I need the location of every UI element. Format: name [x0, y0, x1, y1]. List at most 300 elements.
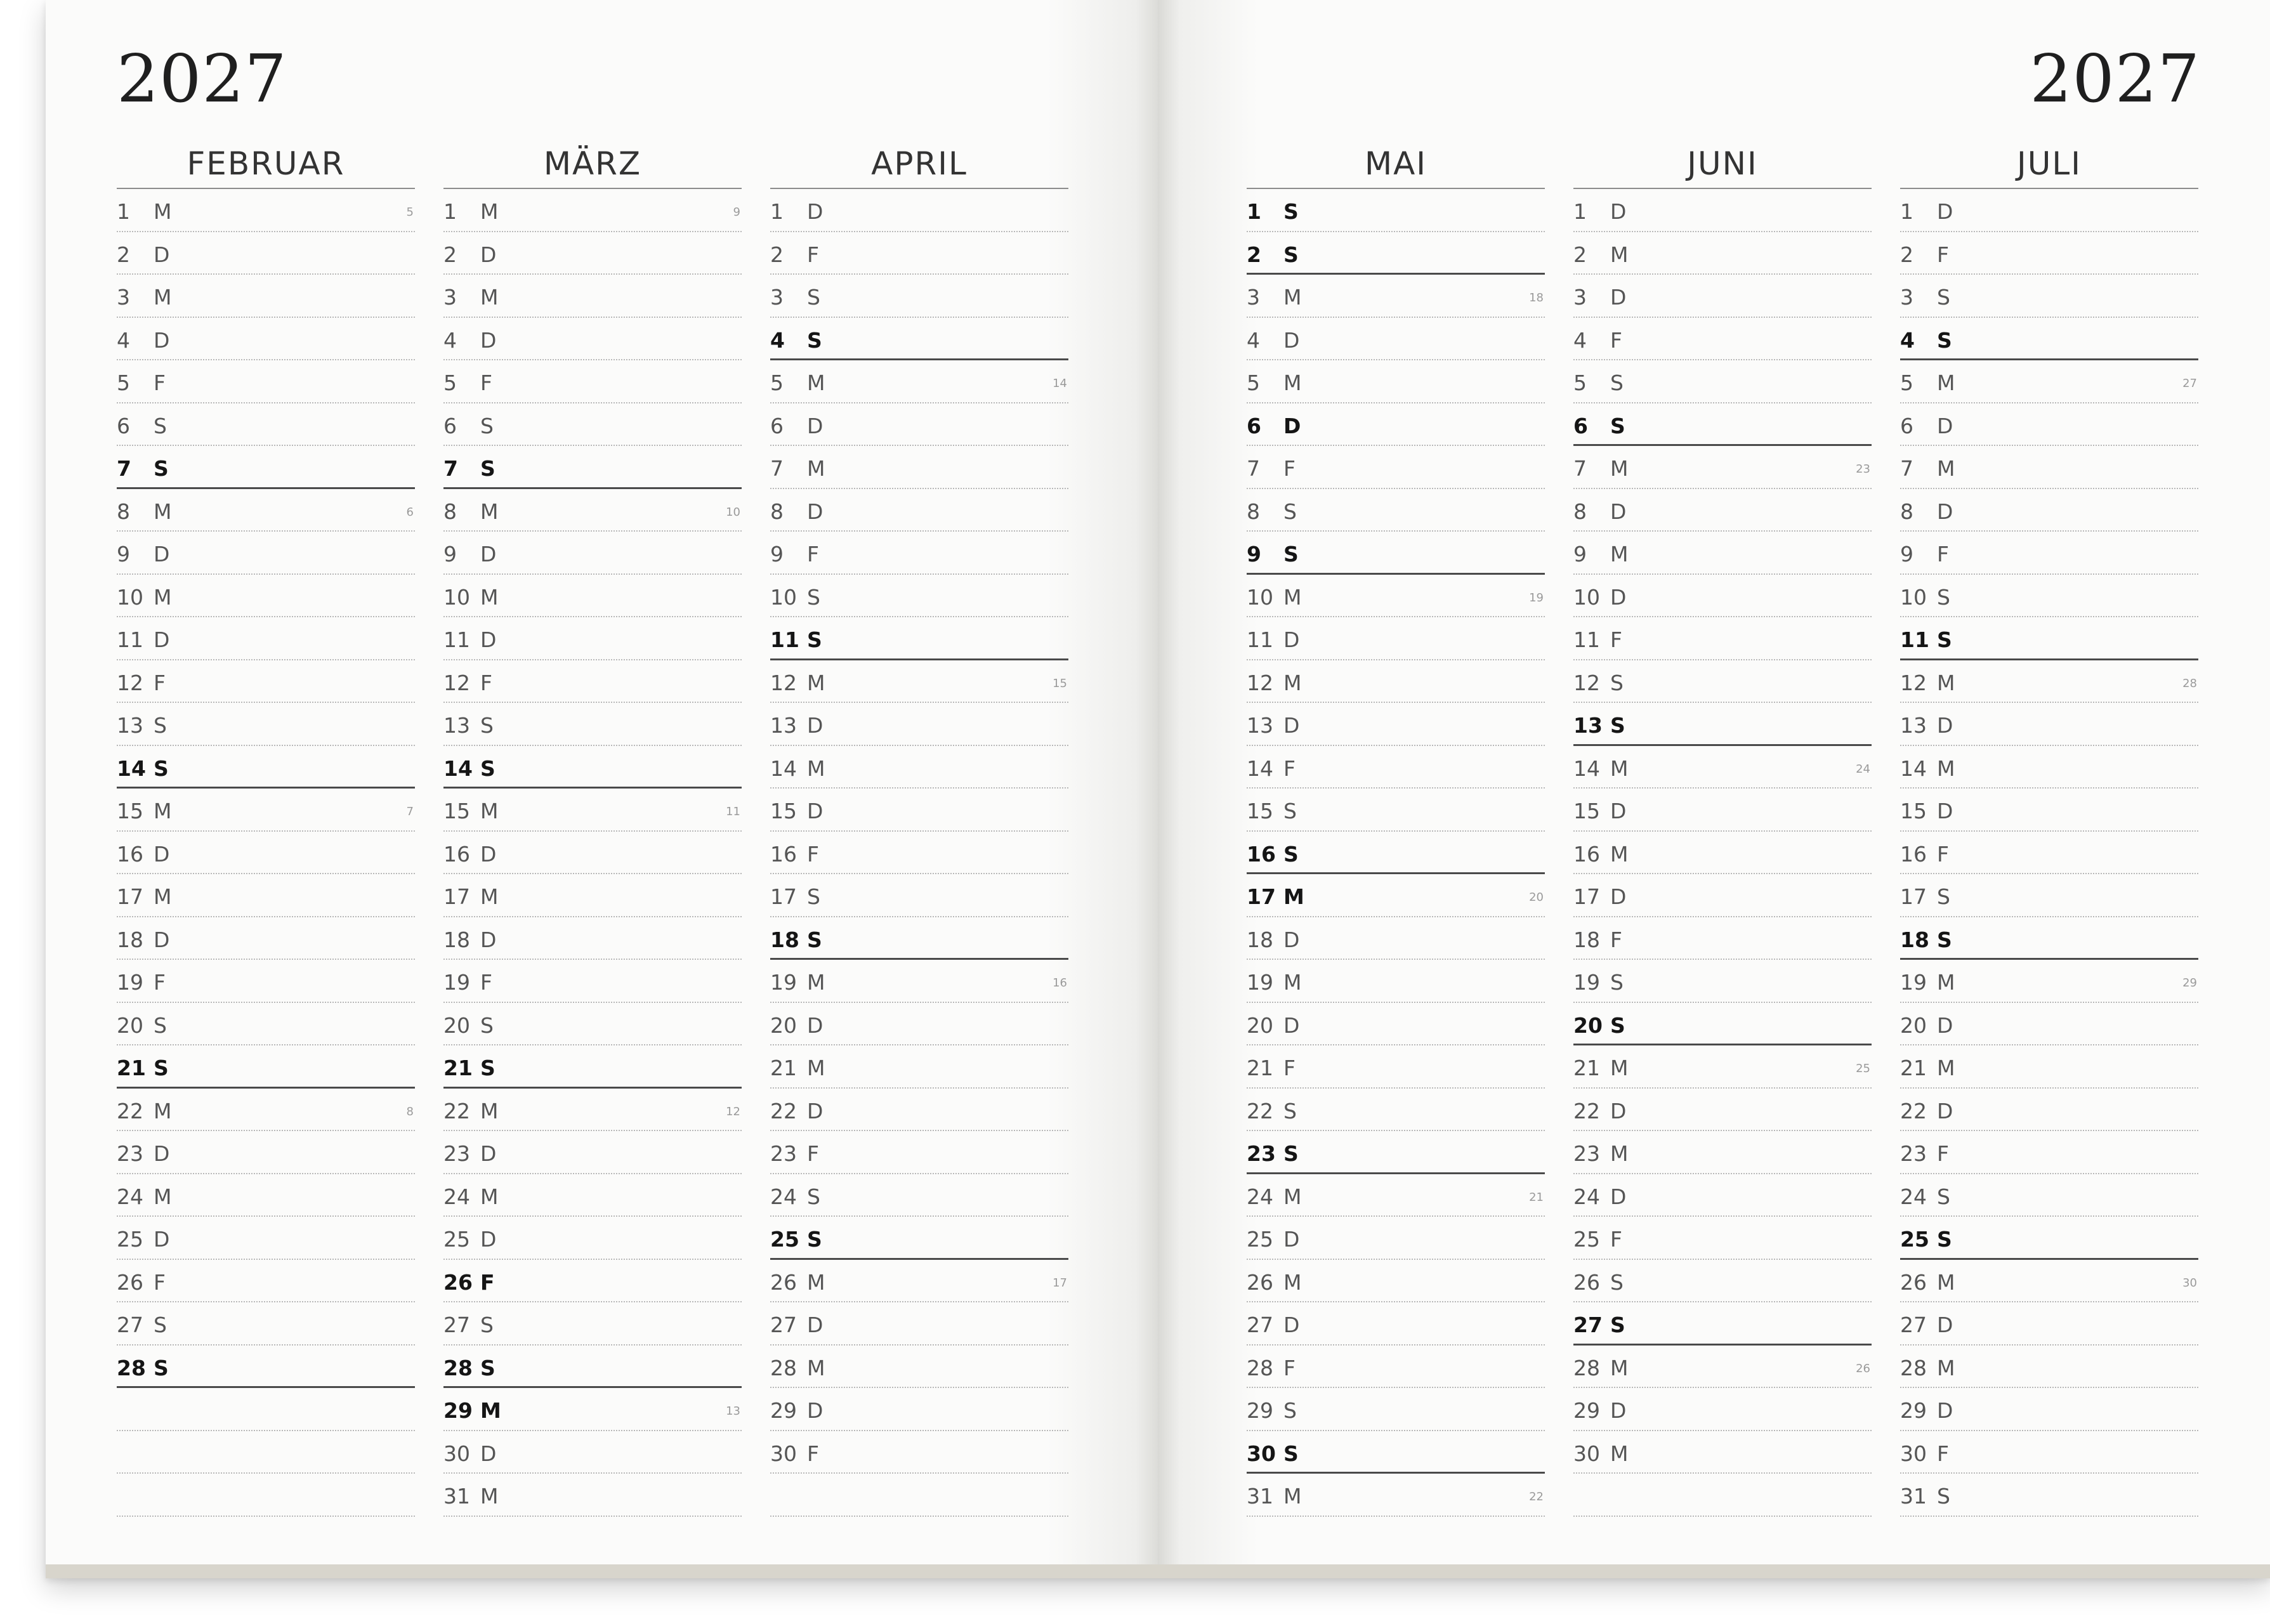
day-number: 4	[1247, 327, 1260, 353]
weekday-letter: S	[480, 756, 495, 781]
day-number: 5	[443, 370, 457, 395]
day-number: 23	[1573, 1141, 1600, 1166]
day-number: 3	[1573, 285, 1587, 310]
weekday-letter: S	[154, 1056, 169, 1080]
day-row	[1247, 275, 1545, 318]
day-row	[1247, 832, 1545, 875]
day-row	[1900, 746, 2198, 789]
day-number: 20	[1247, 1012, 1273, 1038]
week-number: 10	[726, 505, 740, 519]
weekday-letter: D	[1937, 799, 1953, 823]
month-name: JULI	[1900, 140, 2198, 189]
weekday-letter: S	[1283, 841, 1299, 867]
weekday-letter: D	[480, 542, 497, 566]
day-row	[1900, 1431, 2198, 1474]
day-number: 6	[443, 413, 457, 438]
day-row	[1247, 1089, 1545, 1132]
weekday-letter: S	[807, 584, 820, 610]
weekday-letter: D	[154, 627, 170, 652]
day-number: 6	[1900, 413, 1913, 438]
day-number: 3	[117, 285, 130, 310]
weekday-letter: D	[1610, 1184, 1627, 1209]
day-number: 5	[770, 370, 784, 395]
day-row	[117, 1045, 415, 1089]
day-number: 6	[1247, 413, 1261, 438]
weekday-letter: M	[1283, 970, 1302, 995]
day-row	[770, 1302, 1068, 1346]
day-number: 5	[1900, 370, 1913, 395]
weekday-letter: M	[154, 1098, 172, 1123]
day-row	[770, 446, 1068, 489]
day-row	[1900, 617, 2198, 660]
day-number: 23	[1247, 1141, 1276, 1166]
day-row	[770, 1346, 1068, 1389]
day-row	[1247, 1474, 1545, 1517]
weekday-letter: F	[154, 370, 166, 395]
week-number: 26	[1856, 1361, 1870, 1375]
weekday-letter: S	[1610, 970, 1624, 995]
day-number: 15	[1573, 799, 1600, 823]
day-number: 3	[770, 285, 784, 310]
day-number: 2	[1900, 242, 1913, 267]
weekday-letter: M	[1283, 884, 1304, 909]
weekday-letter: S	[480, 413, 494, 438]
month-column-maerz	[443, 140, 742, 1517]
day-row	[770, 789, 1068, 832]
day-number: 15	[117, 799, 143, 823]
day-number: 28	[1247, 1355, 1273, 1380]
day-row	[1247, 403, 1545, 447]
week-number: 21	[1529, 1190, 1544, 1204]
day-row	[1900, 1346, 2198, 1389]
day-number: 9	[770, 542, 784, 566]
day-row	[117, 1217, 415, 1260]
weekday-letter: M	[807, 1056, 825, 1080]
day-number: 30	[1573, 1441, 1600, 1466]
day-number: 10	[770, 584, 797, 610]
day-number: 19	[770, 970, 797, 995]
day-number: 22	[1573, 1098, 1600, 1123]
week-number: 23	[1856, 462, 1870, 476]
day-row	[1573, 660, 1872, 704]
day-row	[1573, 1388, 1872, 1431]
month-column-april	[770, 140, 1068, 1517]
day-number: 7	[1900, 456, 1913, 481]
weekday-letter: M	[154, 1184, 172, 1209]
weekday-letter: S	[1937, 584, 1950, 610]
day-row	[1247, 1346, 1545, 1389]
day-row	[443, 1260, 742, 1303]
weekday-letter: M	[1937, 1269, 1955, 1295]
weekday-letter: D	[154, 841, 170, 867]
day-row	[443, 1174, 742, 1217]
day-number: 24	[443, 1184, 470, 1209]
day-number: 24	[1573, 1184, 1600, 1209]
day-number: 16	[1900, 841, 1927, 867]
day-number: 7	[770, 456, 784, 481]
day-row	[117, 1174, 415, 1217]
day-number: 16	[770, 841, 797, 867]
day-number: 2	[1573, 242, 1587, 267]
day-row	[1247, 874, 1545, 917]
day-number: 21	[1900, 1056, 1927, 1080]
day-row	[770, 874, 1068, 917]
day-row	[1247, 489, 1545, 532]
day-number: 30	[1900, 1441, 1927, 1466]
day-row	[117, 832, 415, 875]
day-number: 20	[117, 1012, 143, 1038]
day-row	[1573, 1431, 1872, 1474]
weekday-letter: S	[1610, 370, 1624, 395]
day-number: 29	[770, 1398, 797, 1423]
day-row	[117, 360, 415, 403]
day-number: 4	[1900, 327, 1915, 353]
day-number: 20	[443, 1012, 470, 1038]
day-number: 28	[117, 1355, 146, 1380]
day-number: 13	[443, 713, 470, 738]
month-name: JUNI	[1573, 140, 1872, 189]
weekday-letter: S	[807, 1227, 822, 1252]
day-row	[1573, 575, 1872, 618]
month-column-mai	[1247, 140, 1545, 1517]
day-row	[117, 189, 415, 232]
day-row	[770, 746, 1068, 789]
day-number: 8	[1573, 499, 1587, 524]
day-row	[1573, 960, 1872, 1003]
day-row	[770, 960, 1068, 1003]
weekday-letter: M	[1283, 670, 1302, 695]
day-number: 14	[1247, 756, 1273, 781]
day-number: 1	[770, 199, 784, 224]
weekday-letter: M	[1937, 370, 1955, 395]
day-row	[1247, 1174, 1545, 1217]
day-row	[443, 1302, 742, 1346]
day-row	[1247, 960, 1545, 1003]
week-number: 29	[2182, 976, 2197, 990]
day-number: 31	[1900, 1484, 1927, 1509]
right-page	[1158, 0, 2270, 1564]
day-row	[443, 917, 742, 960]
week-number: 25	[1856, 1062, 1870, 1075]
weekday-letter: F	[480, 670, 492, 695]
day-number: 21	[1573, 1056, 1600, 1080]
day-number: 16	[1247, 841, 1276, 867]
weekday-letter: M	[480, 1184, 499, 1209]
day-number: 7	[1573, 456, 1587, 481]
weekday-letter: D	[1283, 627, 1300, 652]
week-number: 19	[1529, 591, 1544, 605]
day-number: 20	[770, 1012, 797, 1038]
weekday-letter: D	[807, 499, 823, 524]
day-number: 8	[443, 499, 457, 524]
day-row	[770, 532, 1068, 575]
day-row	[1900, 960, 2198, 1003]
day-number: 24	[770, 1184, 797, 1209]
day-row	[1247, 1388, 1545, 1431]
day-row	[1247, 1302, 1545, 1346]
weekday-letter: M	[807, 456, 825, 481]
day-row	[770, 318, 1068, 361]
weekday-letter: M	[807, 670, 825, 695]
day-number: 27	[117, 1313, 143, 1337]
weekday-letter: D	[1610, 499, 1627, 524]
weekday-letter: S	[154, 413, 167, 438]
weekday-letter: D	[807, 713, 823, 738]
day-number: 27	[1900, 1313, 1927, 1337]
day-row	[117, 1260, 415, 1303]
day-row	[1900, 874, 2198, 917]
day-number: 2	[1247, 242, 1261, 267]
day-number: 14	[117, 756, 146, 781]
day-number: 15	[1247, 799, 1273, 823]
day-number: 10	[1900, 584, 1927, 610]
day-number: 11	[770, 627, 799, 652]
day-row	[1900, 232, 2198, 275]
day-row	[443, 1217, 742, 1260]
day-number: 26	[770, 1269, 797, 1295]
weekday-letter: S	[1610, 413, 1625, 438]
day-number: 20	[1573, 1012, 1603, 1038]
weekday-letter: S	[1937, 285, 1950, 310]
day-number: 10	[1573, 584, 1600, 610]
day-number: 28	[1900, 1355, 1927, 1380]
day-row	[770, 1217, 1068, 1260]
week-number: 18	[1529, 291, 1544, 304]
day-row	[117, 1474, 415, 1517]
day-row	[1573, 189, 1872, 232]
month-name: MÄRZ	[443, 140, 742, 189]
weekday-letter: S	[807, 884, 820, 909]
weekday-letter: D	[1283, 1227, 1300, 1252]
weekday-letter: F	[807, 1441, 819, 1466]
weekday-letter: M	[807, 1355, 825, 1380]
day-row	[443, 403, 742, 447]
day-number: 4	[443, 327, 457, 353]
day-number: 6	[770, 413, 784, 438]
week-number: 14	[1053, 377, 1067, 390]
day-row	[1247, 189, 1545, 232]
day-number: 5	[1247, 370, 1260, 395]
week-number: 28	[2182, 676, 2197, 690]
weekday-letter: D	[480, 1227, 497, 1252]
day-number: 16	[117, 841, 143, 867]
day-row	[770, 1431, 1068, 1474]
day-number: 11	[1247, 627, 1273, 652]
weekday-letter: F	[1610, 1227, 1622, 1252]
day-number: 13	[1573, 713, 1603, 738]
day-row	[1573, 1302, 1872, 1346]
day-number: 12	[1573, 670, 1600, 695]
day-number: 17	[1573, 884, 1600, 909]
weekday-letter: D	[807, 1398, 823, 1423]
day-number: 27	[770, 1313, 797, 1337]
day-row	[443, 360, 742, 403]
weekday-letter: M	[1610, 242, 1629, 267]
weekday-letter: F	[154, 1269, 166, 1295]
day-row	[117, 532, 415, 575]
weekday-letter: M	[1283, 584, 1302, 610]
day-number: 26	[443, 1269, 473, 1295]
weekday-letter: D	[1610, 199, 1627, 224]
weekday-letter: M	[154, 199, 172, 224]
day-row	[770, 275, 1068, 318]
weekday-letter: M	[154, 799, 172, 823]
weekday-letter: D	[1937, 499, 1953, 524]
day-number: 23	[443, 1141, 470, 1166]
week-number: 27	[2182, 377, 2197, 390]
day-number: 4	[770, 327, 785, 353]
day-row	[1573, 275, 1872, 318]
day-row	[770, 660, 1068, 704]
day-row	[770, 1388, 1068, 1431]
day-row	[770, 403, 1068, 447]
day-number: 19	[1900, 970, 1927, 995]
day-row	[1573, 917, 1872, 960]
day-number: 14	[1900, 756, 1927, 781]
day-number: 9	[117, 542, 130, 566]
day-row	[1247, 789, 1545, 832]
weekday-letter: S	[1610, 1269, 1624, 1295]
day-number: 17	[1247, 884, 1276, 909]
day-row	[1573, 1474, 1872, 1517]
day-number: 31	[1247, 1484, 1273, 1509]
day-number: 7	[117, 456, 131, 481]
weekday-letter: D	[1283, 1313, 1300, 1337]
day-row	[770, 489, 1068, 532]
week-number: 22	[1529, 1490, 1544, 1503]
day-number: 17	[1900, 884, 1927, 909]
day-row	[1900, 917, 2198, 960]
day-row	[770, 1131, 1068, 1174]
weekday-letter: D	[480, 1141, 497, 1166]
weekday-letter: D	[1937, 713, 1953, 738]
weekday-letter: S	[480, 456, 495, 481]
day-number: 19	[1247, 970, 1273, 995]
weekday-letter: F	[480, 370, 492, 395]
week-number: 17	[1053, 1276, 1067, 1290]
weekday-letter: D	[154, 1141, 170, 1166]
weekday-letter: D	[1937, 1098, 1953, 1123]
day-row	[117, 917, 415, 960]
day-row	[117, 1302, 415, 1346]
day-row	[1900, 532, 2198, 575]
month-name: MAI	[1247, 140, 1545, 189]
day-row	[1900, 1003, 2198, 1046]
day-number: 1	[1573, 199, 1587, 224]
day-row	[1573, 789, 1872, 832]
day-row	[443, 1089, 742, 1132]
day-row	[117, 703, 415, 746]
weekday-letter: M	[807, 970, 825, 995]
day-row	[1573, 232, 1872, 275]
weekday-letter: F	[1610, 927, 1622, 952]
day-row	[770, 1045, 1068, 1089]
year-heading-left: 2027	[117, 40, 287, 117]
week-number: 5	[406, 206, 414, 219]
weekday-letter: D	[154, 927, 170, 952]
weekday-letter: M	[1610, 1441, 1629, 1466]
day-number: 22	[117, 1098, 143, 1123]
weekday-letter: M	[154, 884, 172, 909]
day-number: 19	[117, 970, 143, 995]
day-row	[117, 446, 415, 489]
day-number: 29	[1573, 1398, 1600, 1423]
day-row	[117, 746, 415, 789]
day-row	[117, 1003, 415, 1046]
day-number: 1	[443, 199, 457, 224]
weekday-letter: D	[480, 627, 497, 652]
day-row	[770, 1003, 1068, 1046]
weekday-letter: M	[1937, 456, 1955, 481]
month-column-februar	[117, 140, 415, 1517]
day-row	[443, 1474, 742, 1517]
weekday-letter: M	[480, 884, 499, 909]
weekday-letter: F	[1610, 327, 1622, 353]
day-number: 31	[443, 1484, 470, 1509]
weekday-letter: S	[1610, 713, 1625, 738]
weekday-letter: S	[807, 327, 822, 353]
weekday-letter: D	[480, 242, 497, 267]
day-row	[770, 1089, 1068, 1132]
weekday-letter: S	[1283, 242, 1299, 267]
day-row	[443, 617, 742, 660]
weekday-letter: D	[807, 1313, 823, 1337]
weekday-letter: D	[480, 841, 497, 867]
day-number: 5	[117, 370, 130, 395]
day-row	[1573, 832, 1872, 875]
weekday-letter: F	[1283, 756, 1296, 781]
day-row	[1900, 1045, 2198, 1089]
day-row	[1900, 789, 2198, 832]
weekday-letter: S	[807, 627, 822, 652]
weekday-letter: S	[1937, 927, 1952, 952]
weekday-letter: D	[1283, 713, 1300, 738]
day-number: 18	[1573, 927, 1600, 952]
weekday-letter: F	[807, 542, 819, 566]
weekday-letter: F	[1937, 1441, 1949, 1466]
weekday-letter: S	[480, 713, 494, 738]
day-row	[117, 1431, 415, 1474]
day-row	[117, 575, 415, 618]
weekday-letter: M	[1937, 756, 1955, 781]
weekday-letter: M	[480, 1484, 499, 1509]
day-row	[770, 1474, 1068, 1517]
day-row	[443, 960, 742, 1003]
weekday-letter: F	[807, 1141, 819, 1166]
day-row	[443, 318, 742, 361]
week-number: 12	[726, 1104, 740, 1118]
day-number: 24	[117, 1184, 143, 1209]
day-row	[1900, 446, 2198, 489]
weekday-letter: F	[480, 970, 492, 995]
week-number: 11	[726, 805, 740, 818]
day-number: 15	[443, 799, 470, 823]
day-row	[117, 874, 415, 917]
day-row	[1573, 1260, 1872, 1303]
day-number: 25	[770, 1227, 799, 1252]
weekday-letter: S	[807, 1184, 820, 1209]
weekday-letter: M	[154, 499, 172, 524]
day-number: 26	[117, 1269, 143, 1295]
day-number: 25	[1247, 1227, 1273, 1252]
day-row	[1573, 617, 1872, 660]
day-row	[117, 318, 415, 361]
day-row	[1900, 318, 2198, 361]
day-row	[443, 1431, 742, 1474]
day-row	[443, 575, 742, 618]
weekday-letter: S	[1610, 1012, 1625, 1038]
day-row	[1573, 1045, 1872, 1089]
